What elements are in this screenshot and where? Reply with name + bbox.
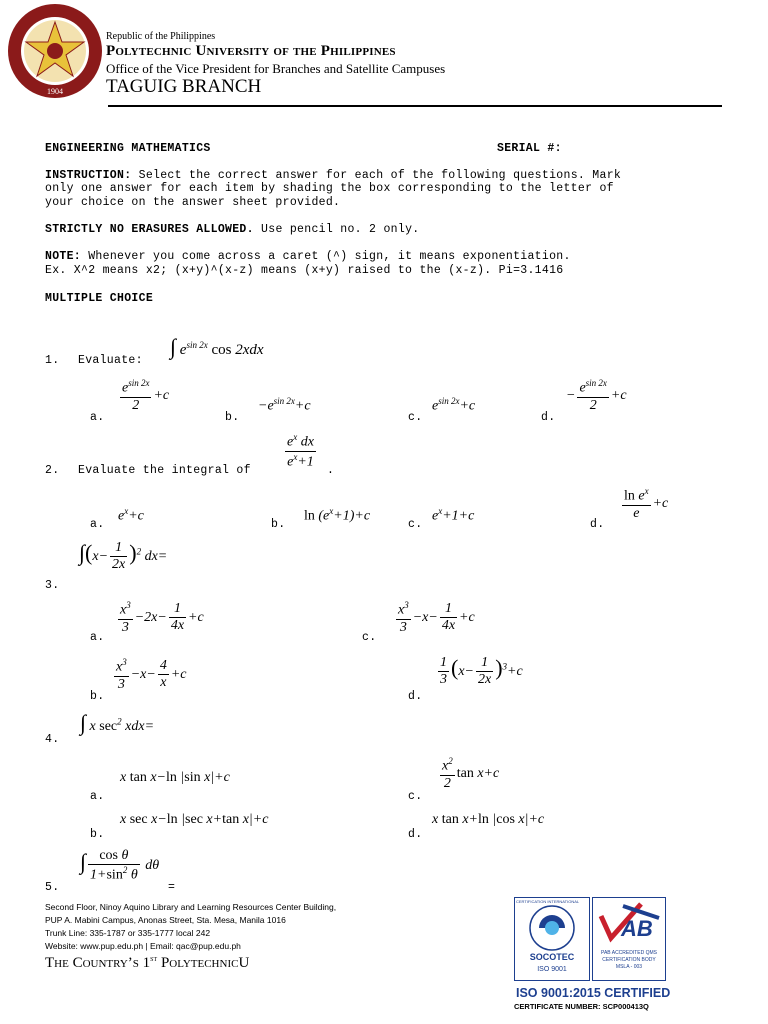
q1-choice-b: $-e^{sin 2x}+c$ — [258, 396, 311, 414]
q1-choice-d: − $\frac{e^{sin 2x}}{2}$ +c — [566, 378, 627, 413]
q1-choice-c-letter: c. — [408, 411, 423, 424]
q3-choice-c: $\frac{x^3}{3}$ −x− $\frac{1}{4x}$ +c — [398, 600, 475, 635]
q2-choice-c: $e^x+1+c$ — [432, 506, 475, 524]
note-line-2: Ex. X^2 means x2; (x+y)^(x-z) means (x+y) raised to the (x-z). Pi=3.1416 — [45, 264, 564, 277]
university-name: Polytechnic University of the Philippines — [106, 43, 396, 59]
q4-choice-d-letter: d. — [408, 828, 423, 841]
q2-choice-d-letter: d. — [590, 518, 605, 531]
q1-choice-a: $\frac{e^{sin 2x}}{2}$ +c — [122, 378, 170, 413]
note-line-1: NOTE: Whenever you come across a caret (^) sign, it means exponentiation. — [45, 250, 571, 263]
erasure-notice: STRICTLY NO ERASURES ALLOWED. Use pencil no. 2 only. — [45, 223, 420, 236]
socotec-label: SOCOTEC — [529, 952, 575, 962]
q1-choice-a-letter: a. — [90, 411, 105, 424]
q2-end: . — [327, 464, 335, 477]
q4-choice-d: x tan x+ln |cos x|+c — [432, 812, 545, 827]
q1-choice-d-letter: d. — [541, 411, 556, 424]
q1-choice-c: $e^{sin 2x}+c$ — [432, 396, 476, 414]
pab-line-1: PAB ACCREDITED QMS — [600, 950, 658, 956]
pab-accreditation-logo — [592, 897, 666, 981]
q2-choice-a: $e^x+c$ — [118, 506, 144, 524]
pab-label: AB — [621, 916, 653, 941]
q2-number: 2. — [45, 464, 60, 477]
q2-text: Evaluate the integral of — [78, 464, 251, 477]
q3-choice-d: $\frac{1}{3}$ (x− $\frac{1}{2x}$ )$^3$+c — [440, 655, 523, 688]
footer-website: Website: www.pup.edu.ph | Email: qac@pup.edu.ph — [45, 941, 241, 951]
q1-number: 1. — [45, 354, 60, 367]
instruction-line-1: INSTRUCTION: Select the correct answer for each of the following questions. Mark — [45, 169, 622, 182]
q2-choice-c-letter: c. — [408, 518, 423, 531]
university-seal — [6, 2, 104, 100]
pab-line-2: CERTIFICATION BODY — [602, 957, 656, 963]
q1-text: Evaluate: — [78, 354, 143, 367]
q2-choice-a-letter: a. — [90, 518, 105, 531]
q4-choice-a: x tan x−ln |sin x|+c — [120, 770, 230, 785]
q2-choice-d: $\frac{\ln e^x}{e}$ +c — [624, 486, 669, 521]
iso-certified-label: ISO 9001:2015 CERTIFIED — [516, 986, 671, 1000]
pab-line-3: MSLA - 003 — [615, 964, 643, 970]
socotec-cert-logo — [514, 897, 590, 981]
certificate-number: CERTIFICATE NUMBER: SCP000413Q — [514, 1002, 649, 1011]
socotec-ring-text: CERTIFICATION INTERNATIONAL — [516, 899, 580, 904]
republic-line: Republic of the Philippines — [106, 31, 216, 42]
instruction-label: INSTRUCTION: — [45, 169, 132, 182]
q3-number: 3. — [45, 579, 60, 592]
q4-choice-b: x sec x−ln |sec x+tan x|+c — [120, 812, 269, 827]
footer-address-1: Second Floor, Ninoy Aquino Library and Learning Resources Center Building, — [45, 902, 337, 912]
q3-choice-d-letter: d. — [408, 690, 423, 703]
serial-label: SERIAL #: — [497, 142, 562, 155]
instruction-line-3: your choice on the answer sheet provided. — [45, 196, 341, 209]
q1-choice-b-letter: b. — [225, 411, 240, 424]
section-title: MULTIPLE CHOICE — [45, 292, 154, 305]
q3-integral: ∫(x− $\frac{1}{2x}$ )$^2$ dx= — [79, 540, 168, 573]
q3-choice-b: $\frac{x^3}{3}$ −x− $\frac{4}{x}$ +c — [116, 657, 187, 692]
q4-choice-c: $\frac{x^2}{2}$ tan x+c — [442, 756, 500, 791]
footer-trunk-line: Trunk Line: 335-1787 or 335-1777 local 242 — [45, 928, 211, 938]
q2-choice-b-letter: b. — [271, 518, 286, 531]
office-name: Office of the Vice President for Branches and Satellite Campuses — [106, 61, 446, 76]
seal-year: 1904 — [47, 87, 63, 96]
q4-choice-c-letter: c. — [408, 790, 423, 803]
branch-name: TAGUIG BRANCH — [106, 76, 262, 97]
q3-choice-a-letter: a. — [90, 631, 105, 644]
socotec-iso: ISO 9001 — [537, 966, 567, 973]
q2-choice-b: $\ln (e^x+1)+c$ — [304, 506, 371, 524]
footer-motto: The Country’s 1st PolytechnicU — [45, 953, 250, 971]
q3-choice-c-letter: c. — [362, 631, 377, 644]
q4-number: 4. — [45, 733, 60, 746]
instruction-line-2: only one answer for each item by shading the box corresponding to the letter of — [45, 182, 614, 195]
q5-integral: ∫ $\frac{\text{cos θ}}{1+\sin^2 \theta}$ dθ — [80, 848, 160, 883]
q4-choice-b-letter: b. — [90, 828, 105, 841]
footer-address-2: PUP A. Mabini Campus, Anonas Street, Sta. Mesa, Manila 1016 — [45, 915, 286, 925]
q5-end: = — [168, 881, 176, 894]
header-divider — [108, 105, 722, 107]
q1-integral: ∫ $e^{sin 2x}$ cos 2xdx — [170, 334, 264, 359]
q3-choice-a: $\frac{x^3}{3}$ −2x− $\frac{1}{4x}$ +c — [120, 600, 204, 635]
q4-choice-a-letter: a. — [90, 790, 105, 803]
q4-integral: ∫ x $\sec^2 xdx=$ — [80, 710, 155, 735]
q2-integrand: $\frac{e^x dx}{e^x+1}$ — [287, 432, 314, 470]
q3-choice-b-letter: b. — [90, 690, 105, 703]
q5-number: 5. — [45, 881, 60, 894]
subject-title: ENGINEERING MATHEMATICS — [45, 142, 211, 155]
